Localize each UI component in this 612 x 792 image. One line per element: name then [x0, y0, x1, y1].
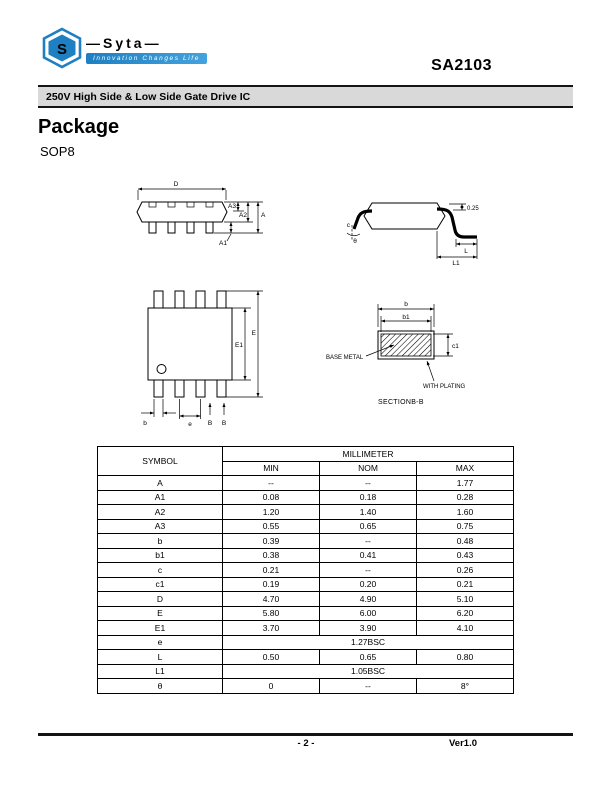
table-cell: 0.21: [223, 563, 320, 578]
table-cell: 0.65: [320, 650, 417, 665]
table-cell: 0.08: [223, 490, 320, 505]
table-cell: 3.90: [320, 621, 417, 636]
table-row: [98, 650, 514, 665]
table-cell: 5.10: [417, 592, 514, 607]
table-row: [98, 606, 514, 621]
dim-label-sec-b: b: [404, 301, 408, 308]
dim-label-d: D: [173, 181, 179, 188]
table-cell: --: [320, 679, 417, 694]
table-cell: 0: [223, 679, 320, 694]
dimension-table-body: [98, 476, 514, 694]
document-title: 250V High Side & Low Side Gate Drive IC: [46, 90, 251, 103]
table-cell: c: [98, 563, 223, 578]
table-cell: 0.28: [417, 490, 514, 505]
version-label: Ver1.0: [449, 738, 477, 749]
table-row: [98, 563, 514, 578]
table-cell: 0.39: [223, 534, 320, 549]
table-cell: 0.43: [417, 548, 514, 563]
symbol-header: SYMBOL: [98, 447, 223, 476]
table-cell: 1.27BSC: [223, 635, 514, 650]
dim-label-l1: L1: [452, 260, 460, 267]
table-cell: 0.26: [417, 563, 514, 578]
brand-tagline: Innovation Changes Life: [86, 53, 207, 64]
page-title: Package: [38, 116, 120, 138]
dim-label-a2: A2: [239, 212, 247, 219]
max-header: MAX: [417, 461, 514, 476]
table-cell: 4.90: [320, 592, 417, 607]
table-row: [98, 577, 514, 592]
table-cell: 6.20: [417, 606, 514, 621]
table-cell: c1: [98, 577, 223, 592]
dim-label-c: c: [346, 222, 350, 229]
table-row: [98, 548, 514, 563]
table-row: [98, 679, 514, 694]
table-row: [98, 505, 514, 520]
table-cell: 0.20: [320, 577, 417, 592]
table-cell: b1: [98, 548, 223, 563]
table-cell: --: [320, 476, 417, 491]
table-cell: 0.18: [320, 490, 417, 505]
table-cell: L1: [98, 664, 223, 679]
table-cell: E1: [98, 621, 223, 636]
section-label-b-right: B: [221, 420, 227, 427]
table-cell: 5.80: [223, 606, 320, 621]
document-title-bar: [38, 85, 573, 108]
unit-header: MILLIMETER: [223, 447, 514, 462]
dim-label-e-outer: E: [251, 330, 256, 337]
hexagon-logo-icon: [40, 27, 84, 69]
table-cell: 8°: [417, 679, 514, 694]
table-cell: 1.20: [223, 505, 320, 520]
footer-rule: [38, 733, 573, 736]
table-cell: 0.48: [417, 534, 514, 549]
min-header: MIN: [223, 461, 320, 476]
table-cell: A2: [98, 505, 223, 520]
table-cell: E: [98, 606, 223, 621]
table-cell: 0.65: [320, 519, 417, 534]
dim-label-e-pitch: e: [188, 421, 192, 428]
base-metal-label: BASE METAL: [326, 355, 364, 361]
brand-logo: [40, 27, 84, 69]
table-row: [98, 621, 514, 636]
table-cell: 0.80: [417, 650, 514, 665]
table-row: [98, 490, 514, 505]
table-row: [98, 635, 514, 650]
table-cell: --: [320, 563, 417, 578]
table-cell: b: [98, 534, 223, 549]
table-row: [98, 592, 514, 607]
dimension-table: [97, 446, 514, 694]
table-row: [98, 664, 514, 679]
table-cell: 1.05BSC: [223, 664, 514, 679]
package-type-label: SOP8: [40, 144, 75, 159]
table-row: [98, 476, 514, 491]
top-view-drawing: [141, 291, 263, 428]
table-cell: A3: [98, 519, 223, 534]
table-cell: 0.38: [223, 548, 320, 563]
table-cell: 0.75: [417, 519, 514, 534]
dim-label-standoff: 0.25: [467, 206, 479, 212]
with-plating-label: WITH PLATING: [423, 384, 466, 390]
dim-label-a: A: [261, 212, 266, 219]
section-view-drawing: [326, 301, 466, 406]
table-cell: 3.70: [223, 621, 320, 636]
table-cell: L: [98, 650, 223, 665]
table-cell: A1: [98, 490, 223, 505]
table-cell: 0.19: [223, 577, 320, 592]
dim-label-c1: c1: [452, 343, 459, 350]
dim-label-l: L: [464, 248, 468, 255]
table-cell: e: [98, 635, 223, 650]
table-cell: A: [98, 476, 223, 491]
table-cell: 1.60: [417, 505, 514, 520]
dim-label-theta: θ: [353, 238, 357, 245]
table-cell: 1.40: [320, 505, 417, 520]
table-cell: D: [98, 592, 223, 607]
table-row: [98, 534, 514, 549]
table-cell: 4.70: [223, 592, 320, 607]
table-cell: 1.77: [417, 476, 514, 491]
table-cell: --: [320, 534, 417, 549]
nom-header: NOM: [320, 461, 417, 476]
table-cell: 6.00: [320, 606, 417, 621]
dim-label-a3: A3: [228, 203, 236, 210]
part-number: SA2103: [431, 57, 492, 74]
table-cell: 4.10: [417, 621, 514, 636]
brand-name: —Syta—: [86, 35, 162, 51]
dim-label-a1: A1: [219, 240, 227, 247]
table-cell: θ: [98, 679, 223, 694]
table-cell: --: [223, 476, 320, 491]
side-view-drawing: [137, 181, 266, 247]
pin1-marker: [157, 365, 166, 374]
section-label-b-left: B: [207, 420, 213, 427]
table-cell: 0.21: [417, 577, 514, 592]
page-number: - 2 -: [297, 738, 315, 749]
table-row: [98, 519, 514, 534]
table-cell: 0.50: [223, 650, 320, 665]
logo-letter: S: [56, 41, 68, 58]
dim-label-b: b: [143, 420, 147, 427]
table-cell: 0.55: [223, 519, 320, 534]
table-header-row: [98, 447, 514, 462]
package-drawings: [0, 175, 612, 443]
dim-label-sec-b1: b1: [402, 314, 410, 321]
end-view-drawing: [347, 203, 480, 267]
section-caption: SECTIONB-B: [378, 399, 424, 406]
table-cell: 0.41: [320, 548, 417, 563]
dim-label-e1: E1: [235, 342, 243, 349]
base-metal-hatch: [381, 334, 431, 356]
